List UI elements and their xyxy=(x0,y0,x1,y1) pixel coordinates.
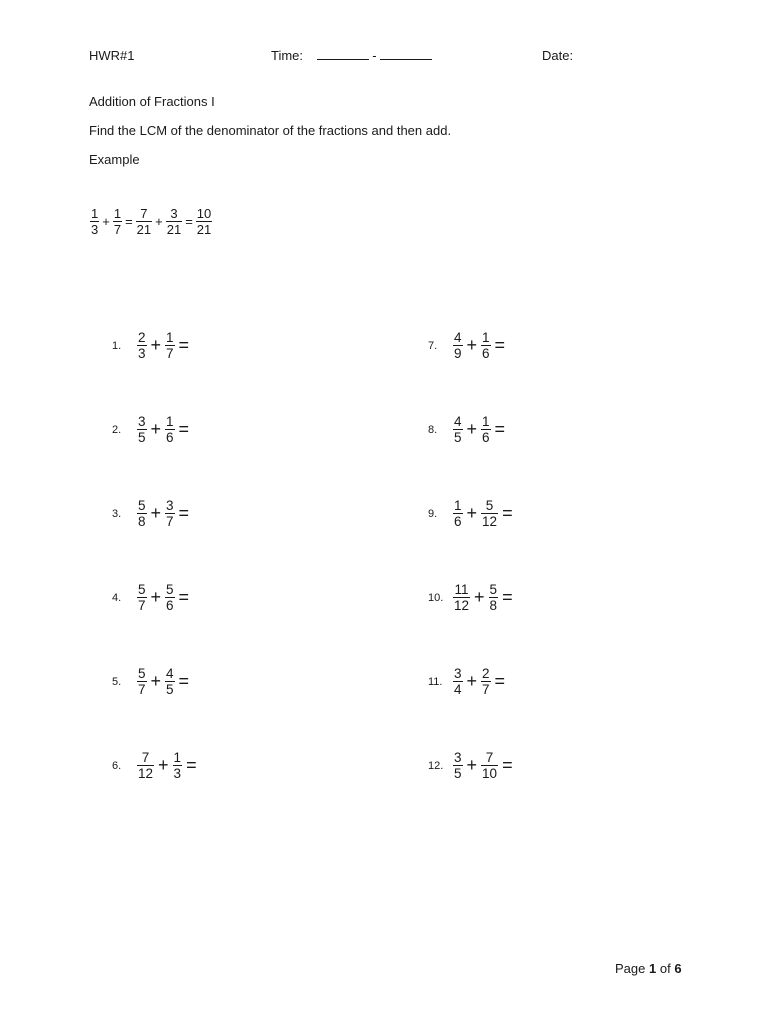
problem-5 xyxy=(112,666,192,697)
example-fraction: $\frac{3}{21}$ xyxy=(166,206,182,237)
fraction-b: $\frac{1}{6}$ xyxy=(482,330,490,361)
plus-sign: + xyxy=(150,587,162,607)
equals-sign: = xyxy=(494,419,506,439)
example-fraction: $\frac{1}{7}$ xyxy=(113,206,122,237)
fraction-a: $\frac{11}{12}$ xyxy=(454,582,470,613)
problem-number: 10. xyxy=(428,591,444,604)
equals-sign: = xyxy=(178,671,190,691)
fraction-b: $\frac{1}{7}$ xyxy=(166,330,174,361)
problem-number: 12. xyxy=(428,759,444,772)
time-end-blank[interactable] xyxy=(380,48,432,60)
problem-7 xyxy=(428,330,508,361)
example-fraction: $\frac{7}{21}$ xyxy=(136,206,152,237)
fraction-b: $\frac{1}{3}$ xyxy=(173,750,182,781)
fraction-b: $\frac{5}{8}$ xyxy=(489,582,498,613)
plus-sign: + xyxy=(466,419,478,439)
worksheet-title: Addition of Fractions I xyxy=(89,94,215,109)
date-label: Date: xyxy=(542,48,574,63)
problem-number: 6. xyxy=(112,759,122,772)
fraction-b: $\frac{1}{6}$ xyxy=(482,414,490,445)
plus-sign: + xyxy=(466,755,478,775)
problem-9 xyxy=(428,498,516,529)
plus-sign: + xyxy=(150,335,162,355)
fraction-b: $\frac{7}{10}$ xyxy=(482,750,498,781)
fraction-a: $\frac{5}{8}$ xyxy=(138,498,146,529)
fraction-b: $\frac{3}{7}$ xyxy=(166,498,174,529)
fraction-b: $\frac{5}{6}$ xyxy=(166,582,174,613)
problem-number: 5. xyxy=(112,675,122,688)
equals-sign: = xyxy=(185,214,193,229)
time-separator: - xyxy=(372,48,377,63)
problem-4 xyxy=(112,582,192,613)
equals-sign: = xyxy=(178,335,190,355)
problem-number: 8. xyxy=(428,423,438,436)
problem-number: 1. xyxy=(112,339,122,352)
page-indicator xyxy=(615,961,682,976)
equals-sign: = xyxy=(502,503,513,523)
plus-sign: + xyxy=(474,587,485,607)
equals-sign: = xyxy=(178,587,190,607)
plus-sign: + xyxy=(150,503,162,523)
equals-sign: = xyxy=(186,755,197,775)
plus-sign: + xyxy=(158,755,169,775)
fraction-a: $\frac{7}{12}$ xyxy=(138,750,154,781)
current-page: 1 xyxy=(649,961,657,976)
problem-number: 4. xyxy=(112,591,122,604)
plus-sign: + xyxy=(150,419,162,439)
fraction-a: $\frac{5}{7}$ xyxy=(138,666,146,697)
fraction-a: $\frac{4}{9}$ xyxy=(454,330,462,361)
problem-3 xyxy=(112,498,192,529)
problem-number: 2. xyxy=(112,423,122,436)
example-fraction: $\frac{10}{21}$ xyxy=(196,206,212,237)
problem-number: 3. xyxy=(112,507,122,520)
equals-sign: = xyxy=(502,755,513,775)
fraction-a: $\frac{1}{6}$ xyxy=(454,498,462,529)
fraction-b: $\frac{5}{12}$ xyxy=(482,498,498,529)
fraction-a: $\frac{3}{5}$ xyxy=(138,414,146,445)
fraction-a: $\frac{5}{7}$ xyxy=(138,582,146,613)
plus-sign: + xyxy=(155,214,163,229)
equals-sign: = xyxy=(125,214,133,229)
time-start-blank[interactable] xyxy=(317,48,369,60)
fraction-a: $\frac{3}{4}$ xyxy=(454,666,462,697)
problem-number: 7. xyxy=(428,339,438,352)
plus-sign: + xyxy=(466,503,478,523)
fraction-a: $\frac{4}{5}$ xyxy=(454,414,462,445)
problem-1 xyxy=(112,330,192,361)
fraction-a: $\frac{3}{5}$ xyxy=(454,750,462,781)
problem-12 xyxy=(428,750,516,781)
example-equation xyxy=(89,206,213,237)
problem-8 xyxy=(428,414,508,445)
problem-number: 9. xyxy=(428,507,438,520)
time-label: Time: xyxy=(271,48,304,63)
example-fraction: $\frac{1}{3}$ xyxy=(91,206,99,237)
equals-sign: = xyxy=(178,503,190,523)
time-field xyxy=(271,48,432,63)
problem-number: 11. xyxy=(428,675,443,688)
page-word: Page xyxy=(615,961,646,976)
instruction-text: Find the LCM of the denominator of the fractions and then add. xyxy=(89,123,452,138)
plus-sign: + xyxy=(150,671,162,691)
of-word: of xyxy=(659,961,671,976)
problem-10 xyxy=(428,582,516,613)
example-label: Example xyxy=(89,152,140,167)
homework-id: HWR#1 xyxy=(89,48,135,63)
problem-6 xyxy=(112,750,200,781)
equals-sign: = xyxy=(494,671,506,691)
equals-sign: = xyxy=(178,419,190,439)
problem-11 xyxy=(428,666,508,697)
fraction-a: $\frac{2}{3}$ xyxy=(138,330,146,361)
plus-sign: + xyxy=(466,671,478,691)
equals-sign: = xyxy=(494,335,506,355)
problem-2 xyxy=(112,414,192,445)
fraction-b: $\frac{1}{6}$ xyxy=(166,414,174,445)
equals-sign: = xyxy=(502,587,513,607)
fraction-b: $\frac{4}{5}$ xyxy=(166,666,174,697)
total-pages: 6 xyxy=(674,961,682,976)
plus-sign: + xyxy=(466,335,478,355)
fraction-b: $\frac{2}{7}$ xyxy=(482,666,490,697)
plus-sign: + xyxy=(102,214,110,229)
